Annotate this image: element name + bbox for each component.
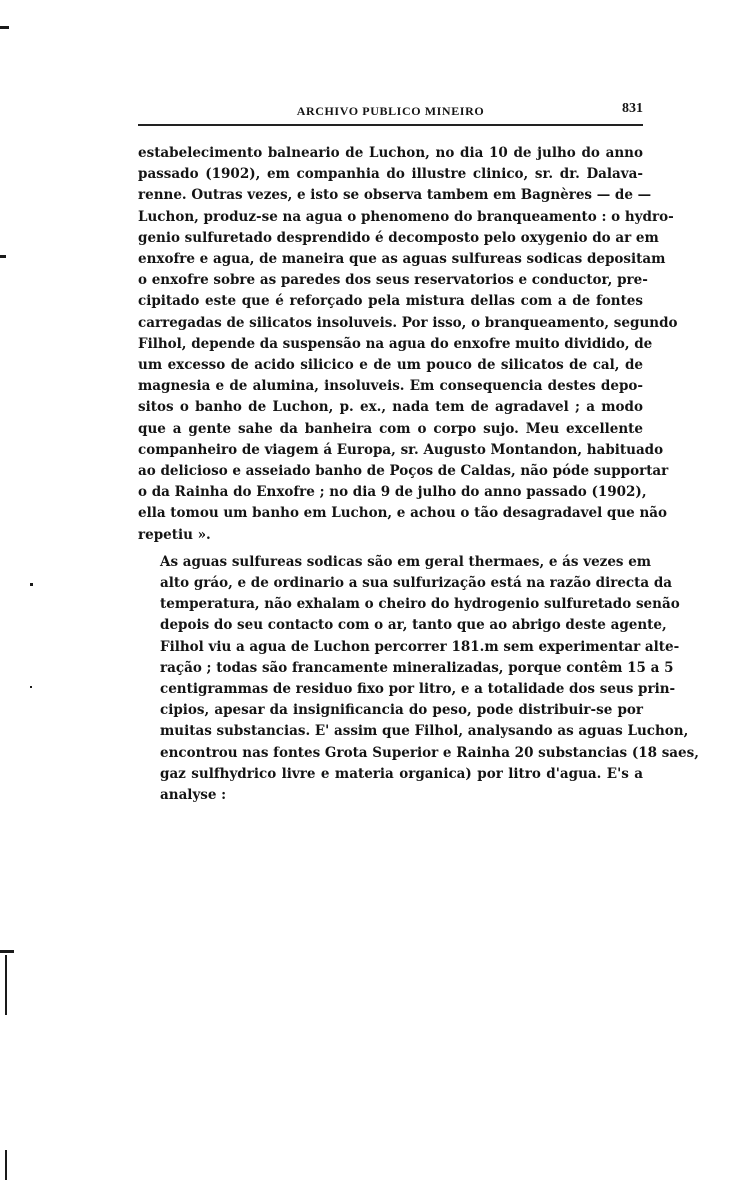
text-line: estabelecimento balneario de Luchon, no dia 10 de julho do anno xyxy=(138,145,643,161)
text-line: o enxofre sobre as paredes dos seus reservatorios e conductor, pre- xyxy=(138,272,648,289)
text-line: alto gráo, e de ordinario a sua sulfurização está na razão directa da xyxy=(160,575,673,592)
header-rule xyxy=(138,124,643,126)
scan-edge-mark xyxy=(5,1150,7,1180)
scan-edge-mark xyxy=(0,950,14,953)
text-line: muitas substancias. E' assim que Filhol, analysando as aguas Luchon, xyxy=(160,723,689,740)
text-line: o da Rainha do Enxofre ; no dia 9 de julho do anno passado (1902), xyxy=(138,484,647,501)
text-line: companheiro de viagem á Europa, sr. Augusto Montandon, habituado xyxy=(138,441,664,458)
scan-edge-mark xyxy=(5,955,7,1015)
text-line: depois do seu contacto com o ar, tanto que ao abrigo deste agente, xyxy=(160,617,667,634)
text-line: ao delicioso e asseiado banho de Poços de Caldas, não póde supportar xyxy=(138,463,669,480)
text-line: carregadas de silicatos insoluveis. Por isso, o branqueamento, segundo xyxy=(138,314,678,331)
text-line: cipios, apesar da insignificancia do peso, pode distribuir-se por xyxy=(160,702,643,719)
text-line: repetiu ». xyxy=(138,526,211,543)
text-line: passado (1902), em companhia do illustre clinico, sr. dr. Dalava- xyxy=(138,166,643,183)
scan-edge-mark xyxy=(30,583,33,586)
scan-edge-mark xyxy=(0,255,6,258)
text-line: sitos o banho de Luchon, p. ex., nada tem de agradavel ; a modo xyxy=(138,399,643,416)
text-line: um excesso de acido silicico e de um pouco de silicatos de cal, de xyxy=(138,357,643,374)
text-line: ração ; todas são francamente mineralizadas, porque contêm 15 a 5 xyxy=(160,659,674,676)
text-line: cipitado este que é reforçado pela mistura dellas com a de fontes xyxy=(138,293,643,310)
text-line: encontrou nas fontes Grota Superior e Rainha 20 substancias (18 saes, xyxy=(160,744,699,761)
text-line: magnesia e de alumina, insoluveis. Em consequencia destes depo- xyxy=(138,378,643,395)
body-text xyxy=(138,143,699,806)
text-line: genio sulfuretado desprendido é decomposto pelo oxygenio do ar em xyxy=(138,229,659,246)
text-line: centigrammas de residuo fixo por litro, e a totalidade dos seus prin- xyxy=(160,681,676,698)
paragraph-1 xyxy=(138,143,678,546)
text-line: que a gente sahe da banheira com o corpo sujo. Meu excellente xyxy=(138,420,643,437)
paragraph-2 xyxy=(138,552,699,806)
text-line: As aguas sulfureas sodicas são em geral thermaes, e ás vezes em xyxy=(160,553,652,570)
text-line: Filhol viu a agua de Luchon percorrer 181.m sem experimentar alte- xyxy=(160,638,680,655)
scan-edge-mark xyxy=(0,26,9,29)
text-line: temperatura, não exhalam o cheiro do hydrogenio sulfuretado senão xyxy=(160,596,680,613)
text-line: Luchon, produz-se na agua o phenomeno do branqueamento : o hydro- xyxy=(138,208,674,225)
scan-edge-mark xyxy=(30,686,32,688)
text-line: ella tomou um banho em Luchon, e achou o tão desagradavel que não xyxy=(138,505,668,522)
text-line: analyse : xyxy=(160,787,227,804)
text-line: gaz sulfhydrico livre e materia organica) por litro d'agua. E's a xyxy=(160,765,643,782)
running-head xyxy=(138,100,643,126)
page-number: 831 xyxy=(622,101,643,116)
text-line: enxofre e agua, de maneira que as aguas sulfureas sodicas depositam xyxy=(138,251,666,268)
text-line: Filhol, depende da suspensão na agua do enxofre muito dividido, de xyxy=(138,335,653,352)
running-title: ARCHIVO PUBLICO MINEIRO xyxy=(296,104,485,118)
text-line: renne. Outras vezes, e isto se observa tambem em Bagnères — de — xyxy=(138,187,652,204)
